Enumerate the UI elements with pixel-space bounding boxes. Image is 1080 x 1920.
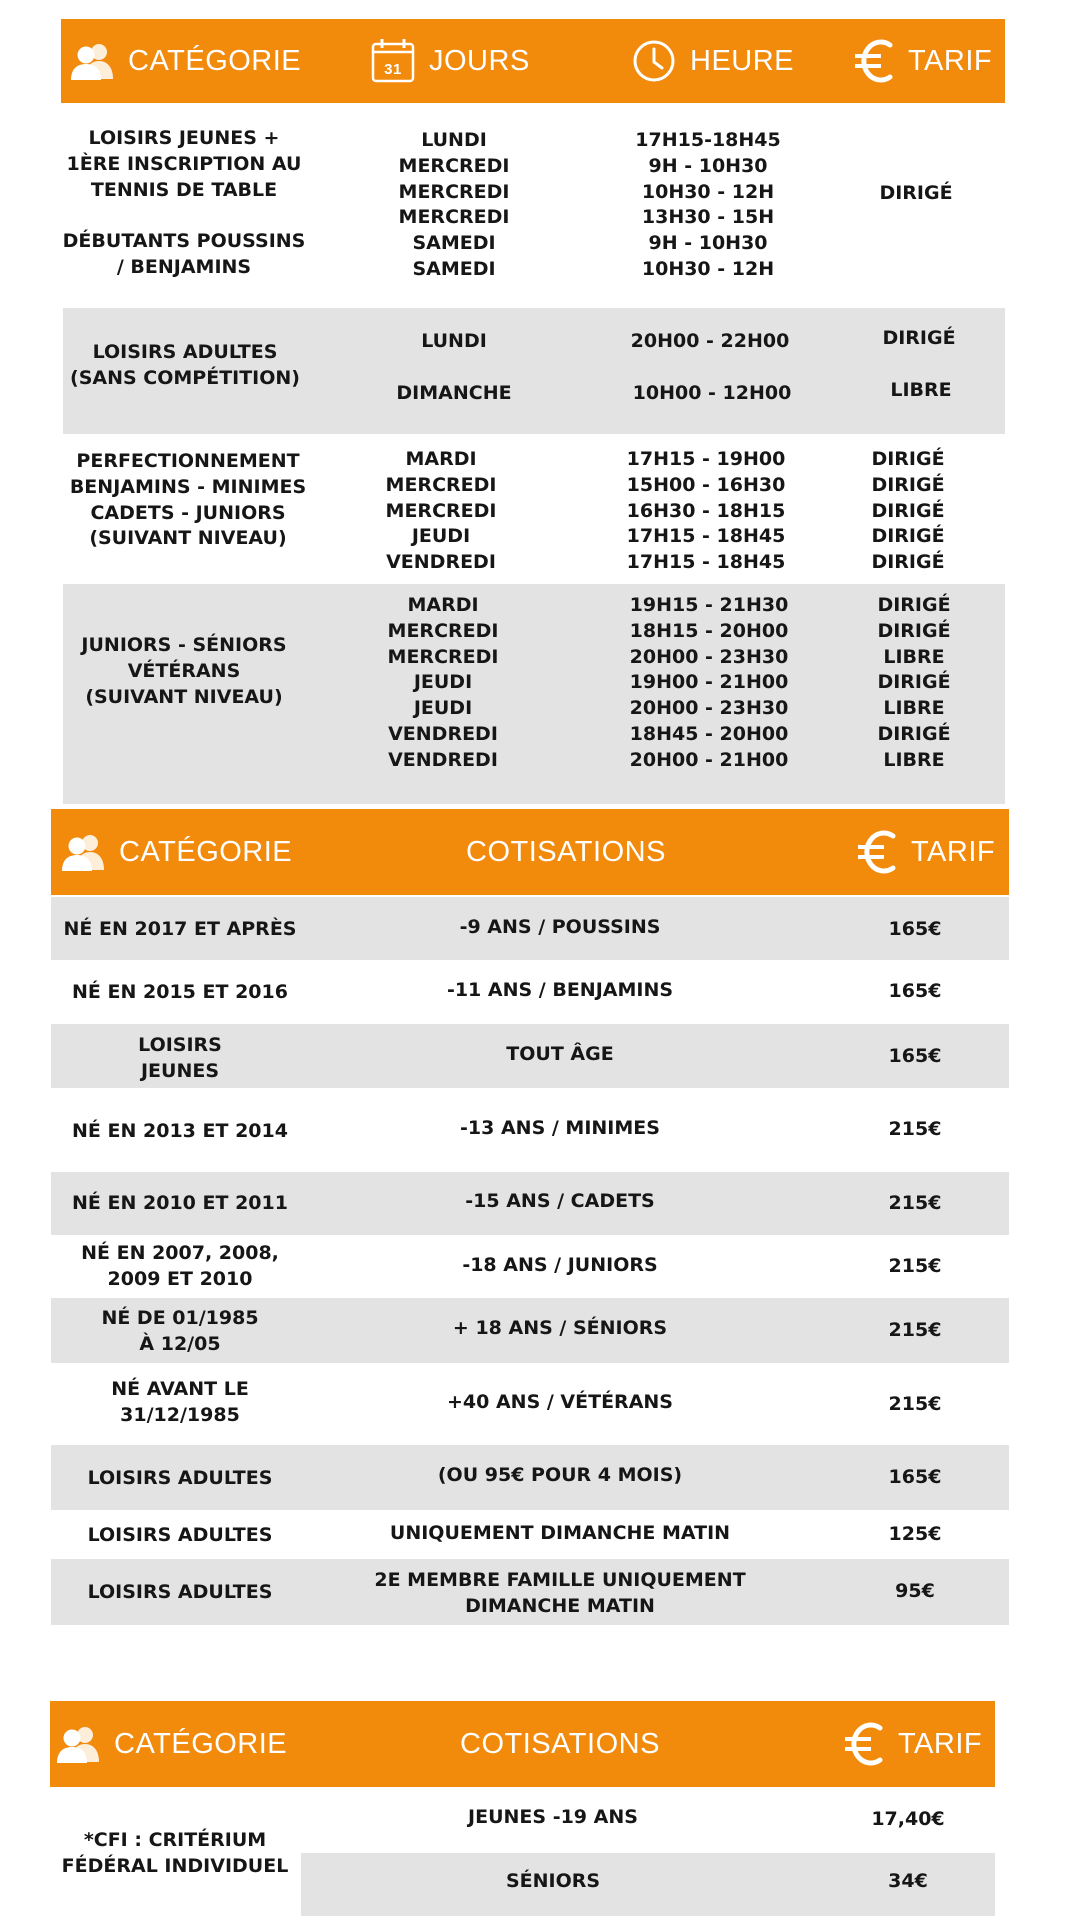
row-cotisation	[410, 1249, 710, 1281]
categorie-line: PERFECTIONNEMENT	[76, 450, 300, 472]
tarif-cell: LIBRE	[890, 379, 952, 401]
categorie-line: DÉBUTANTS POUSSINS	[62, 230, 306, 253]
categorie-line: 2009 ET 2010	[107, 1268, 253, 1290]
calendar-icon	[371, 38, 415, 84]
group-categorie	[68, 449, 308, 552]
header-tarif-label: TARIF	[898, 1727, 983, 1760]
categorie-line: NÉ EN 2007, 2008,	[81, 1242, 279, 1264]
row-tarif: 215€	[888, 1319, 942, 1341]
header-tarif-label: TARIF	[908, 44, 993, 77]
categorie-line: LOISIRS ADULTES	[87, 1467, 273, 1489]
row-cotisation	[410, 1459, 710, 1491]
categorie-line: (SUIVANT NIVEAU)	[89, 527, 287, 550]
group-tarifs	[863, 447, 953, 576]
categorie-spacer	[63, 203, 306, 229]
heure-cell: 15H00 - 16H30	[626, 473, 786, 496]
heure-cell: 18H45 - 20H00	[629, 722, 789, 745]
tarif-cell: DIRIGÉ	[871, 473, 945, 496]
group-jours	[386, 447, 496, 576]
row-cotisation	[410, 1312, 710, 1344]
row-categorie	[50, 976, 310, 1008]
row-categorie	[80, 1303, 280, 1359]
jour-cell: SAMEDI	[412, 257, 496, 280]
heure-cell: 19H00 - 21H00	[629, 671, 789, 694]
row-categorie	[50, 1462, 310, 1494]
tarif-cell: LIBRE	[883, 748, 945, 771]
jour-cell: MERCREDI	[398, 154, 510, 177]
categorie-line: / BENJAMINS	[116, 256, 252, 279]
row-categorie	[50, 1576, 310, 1608]
cotisation-line: DIMANCHE MATIN	[465, 1595, 655, 1617]
group-heures	[624, 593, 794, 774]
categorie-line: CADETS - JUNIORS	[90, 501, 286, 524]
categorie-line: *CFI : CRITÉRIUM	[83, 1829, 267, 1851]
row-cotisation	[410, 974, 710, 1006]
heure-cell: 10H30 - 12H	[641, 180, 775, 203]
tarif-cell: DIRIGÉ	[877, 722, 951, 745]
cotisation-line: -11 ANS / BENJAMINS	[446, 979, 674, 1001]
categorie-line: LOISIRS ADULTES	[87, 1581, 273, 1603]
header-tarif	[844, 1701, 982, 1787]
criterium-categorie	[55, 1825, 295, 1881]
heure-cell: 9H - 10H30	[648, 154, 768, 177]
row-categorie	[80, 1374, 280, 1430]
row-tarif: 165€	[888, 1466, 942, 1488]
tarif-cell: DIRIGÉ	[871, 448, 945, 470]
row-cotisation	[410, 911, 710, 943]
jour-cell: LUNDI	[421, 129, 487, 151]
tarif-cell: LIBRE	[883, 645, 945, 668]
categorie-line: NÉ EN 2013 ET 2014	[72, 1120, 288, 1142]
categorie-line: NÉ AVANT LE	[111, 1378, 249, 1400]
cotisation-line: + 18 ANS / SÉNIORS	[452, 1317, 668, 1339]
categorie-line: (SUIVANT NIVEAU)	[85, 685, 283, 708]
categorie-line: BENJAMINS - MINIMES	[69, 475, 307, 498]
tarif-cell: DIRIGÉ	[871, 525, 945, 548]
row-categorie	[50, 913, 310, 945]
tarif-cell: DIRIGÉ	[877, 671, 951, 694]
tarif-cell: DIRIGÉ	[879, 182, 953, 204]
header-heure-label: HEURE	[690, 44, 795, 77]
cotisation-line: (OU 95€ POUR 4 MOIS)	[437, 1464, 683, 1486]
cotisation-line: -15 ANS / CADETS	[465, 1190, 655, 1212]
row-tarif: 165€	[888, 1045, 942, 1067]
row-cotisation	[410, 1112, 710, 1144]
tarif-cell: DIRIGÉ	[877, 619, 951, 642]
categorie-line: JUNIORS - SÉNIORS	[81, 634, 287, 656]
row-tarif: 165€	[888, 918, 942, 940]
jour-cell: JEUDI	[411, 525, 471, 548]
tarif-cell: LIBRE	[883, 697, 945, 720]
tarif-cell: DIRIGÉ	[871, 499, 945, 522]
header-jours-label: JOURS	[429, 44, 530, 77]
jour-cell: MERCREDI	[398, 180, 510, 203]
categorie-line: VÉTÉRANS	[127, 659, 241, 682]
row-tarif: 125€	[888, 1523, 942, 1545]
categorie-line: JEUNES	[140, 1060, 220, 1082]
jour-cell: MERCREDI	[385, 499, 497, 522]
heure-cell: 20H00 - 22H00	[630, 330, 790, 352]
header-categorie	[70, 19, 301, 103]
heure-cell: 17H15 - 18H45	[626, 525, 786, 548]
criterium-header	[50, 1701, 995, 1787]
categorie-line: TENNIS DE TABLE	[90, 178, 278, 201]
group-tarifs	[869, 593, 959, 774]
heure-cell: 20H00 - 21H00	[629, 748, 789, 771]
header-heure	[632, 19, 794, 103]
jour-cell: VENDREDI	[386, 551, 496, 574]
jour-cell: MERCREDI	[387, 645, 499, 668]
heure-cell: 10H00 - 12H00	[632, 382, 792, 404]
row-tarif: 165€	[888, 980, 942, 1002]
categorie-line: LOISIRS	[138, 1034, 222, 1056]
header-tarif-label: TARIF	[911, 835, 996, 868]
cotisation-line: -9 ANS / POUSSINS	[459, 916, 661, 938]
row-tarif: 215€	[888, 1118, 942, 1140]
header-cotisations-label: COTISATIONS	[466, 835, 666, 868]
tarif-cell: DIRIGÉ	[877, 594, 951, 616]
row-cotisation	[370, 1517, 750, 1549]
categorie-line: NÉ EN 2017 ET APRÈS	[63, 918, 297, 940]
header-cotisations	[460, 1701, 660, 1787]
heure-cell: 9H - 10H30	[648, 232, 768, 255]
calendar-day-number: 31	[384, 61, 402, 78]
heure-cell: 18H15 - 20H00	[629, 619, 789, 642]
heure-cell: 17H15-18H45	[635, 129, 781, 151]
header-tarif	[854, 19, 992, 103]
jour-cell: VENDREDI	[388, 722, 498, 745]
cotisation-line: UNIQUEMENT DIMANCHE MATIN	[389, 1522, 731, 1544]
row-categorie	[50, 1519, 310, 1551]
schedule-header	[61, 19, 1005, 103]
categorie-line: 31/12/1985	[120, 1404, 240, 1426]
users-icon	[61, 832, 105, 872]
heure-cell: 17H15 - 19H00	[626, 448, 786, 470]
heure-cell: 16H30 - 18H15	[626, 499, 786, 522]
cotisation-line: -13 ANS / MINIMES	[460, 1117, 660, 1139]
row-cotisation	[410, 1386, 710, 1418]
row-categorie	[60, 1238, 300, 1294]
row-cotisation	[410, 1185, 710, 1217]
row-cotisation	[410, 1038, 710, 1070]
row-tarif: 34€	[888, 1870, 928, 1892]
header-tarif	[857, 809, 995, 895]
categorie-line: NÉ EN 2010 ET 2011	[72, 1192, 288, 1214]
group-heures	[635, 128, 781, 283]
cotisation-line: +40 ANS / VÉTÉRANS	[447, 1391, 673, 1413]
categorie-line: À 12/05	[139, 1333, 221, 1355]
categorie-line: FÉDÉRAL INDIVIDUEL	[61, 1855, 289, 1877]
row-tarif: 215€	[888, 1255, 942, 1277]
row-categorie	[80, 1030, 280, 1086]
jour-cell: DIMANCHE	[396, 382, 512, 404]
categorie-line: LOISIRS JEUNES +	[88, 127, 280, 149]
categorie-line: LOISIRS ADULTES	[92, 341, 278, 363]
euro-icon	[854, 36, 894, 86]
heure-cell: 10H30 - 12H	[641, 257, 775, 280]
categorie-line: LOISIRS ADULTES	[87, 1524, 273, 1546]
heure-cell: 20H00 - 23H30	[629, 645, 789, 668]
jour-cell: MERCREDI	[398, 206, 510, 229]
row-cotisation: SÉNIORS	[505, 1870, 601, 1892]
row-cotisation: JEUNES -19 ANS	[468, 1806, 638, 1828]
jour-cell: VENDREDI	[388, 748, 498, 771]
group-jours	[388, 593, 498, 774]
row-categorie	[50, 1115, 310, 1147]
jour-cell: SAMEDI	[412, 232, 496, 255]
cotisation-line: 2E MEMBRE FAMILLE UNIQUEMENT	[374, 1569, 746, 1591]
row-tarif: 95€	[895, 1580, 935, 1602]
row-tarif: 17,40€	[871, 1808, 945, 1830]
group-jours	[398, 128, 510, 283]
header-cotisations-label: COTISATIONS	[460, 1727, 660, 1760]
row-tarif: 215€	[888, 1393, 942, 1415]
cotisation-line: TOUT ÂGE	[506, 1043, 614, 1065]
jour-cell: JEUDI	[413, 697, 473, 720]
header-categorie-label: CATÉGORIE	[114, 1727, 288, 1760]
users-icon	[70, 41, 114, 81]
header-categorie	[61, 809, 292, 895]
heure-cell: 13H30 - 15H	[641, 206, 775, 229]
euro-icon	[857, 827, 897, 877]
jour-cell: MARDI	[405, 448, 477, 470]
heure-cell: 17H15 - 18H45	[626, 551, 786, 574]
header-cotisations	[466, 809, 666, 895]
jour-cell: MARDI	[407, 594, 479, 616]
tarif-cell: DIRIGÉ	[882, 327, 956, 349]
jour-cell: JEUDI	[413, 671, 473, 694]
header-categorie	[56, 1701, 287, 1787]
header-categorie-label: CATÉGORIE	[128, 44, 302, 77]
cotisations-header	[51, 809, 1009, 895]
header-categorie-label: CATÉGORIE	[119, 835, 293, 868]
header-jours	[371, 19, 530, 103]
jour-cell: MERCREDI	[385, 473, 497, 496]
categorie-block	[63, 126, 306, 281]
tarif-cell: DIRIGÉ	[871, 551, 945, 574]
jour-cell: LUNDI	[421, 330, 487, 352]
group-heures	[621, 447, 791, 576]
euro-icon	[844, 1719, 884, 1769]
categorie-line: NÉ EN 2015 ET 2016	[72, 981, 288, 1003]
categorie-line: (SANS COMPÉTITION)	[70, 366, 300, 389]
categorie-line: NÉ DE 01/1985	[101, 1307, 259, 1329]
clock-icon	[632, 39, 676, 83]
group-categorie	[74, 633, 294, 710]
row-categorie	[50, 1187, 310, 1219]
jour-cell: MERCREDI	[387, 619, 499, 642]
cotisation-line: -18 ANS / JUNIORS	[462, 1254, 658, 1276]
row-tarif: 215€	[888, 1192, 942, 1214]
users-icon	[56, 1724, 100, 1764]
categorie-line: 1ÈRE INSCRIPTION AU	[66, 152, 302, 175]
heure-cell: 19H15 - 21H30	[629, 594, 789, 616]
heure-cell: 20H00 - 23H30	[629, 697, 789, 720]
row-cotisation	[360, 1566, 760, 1620]
group-categorie	[70, 340, 300, 392]
